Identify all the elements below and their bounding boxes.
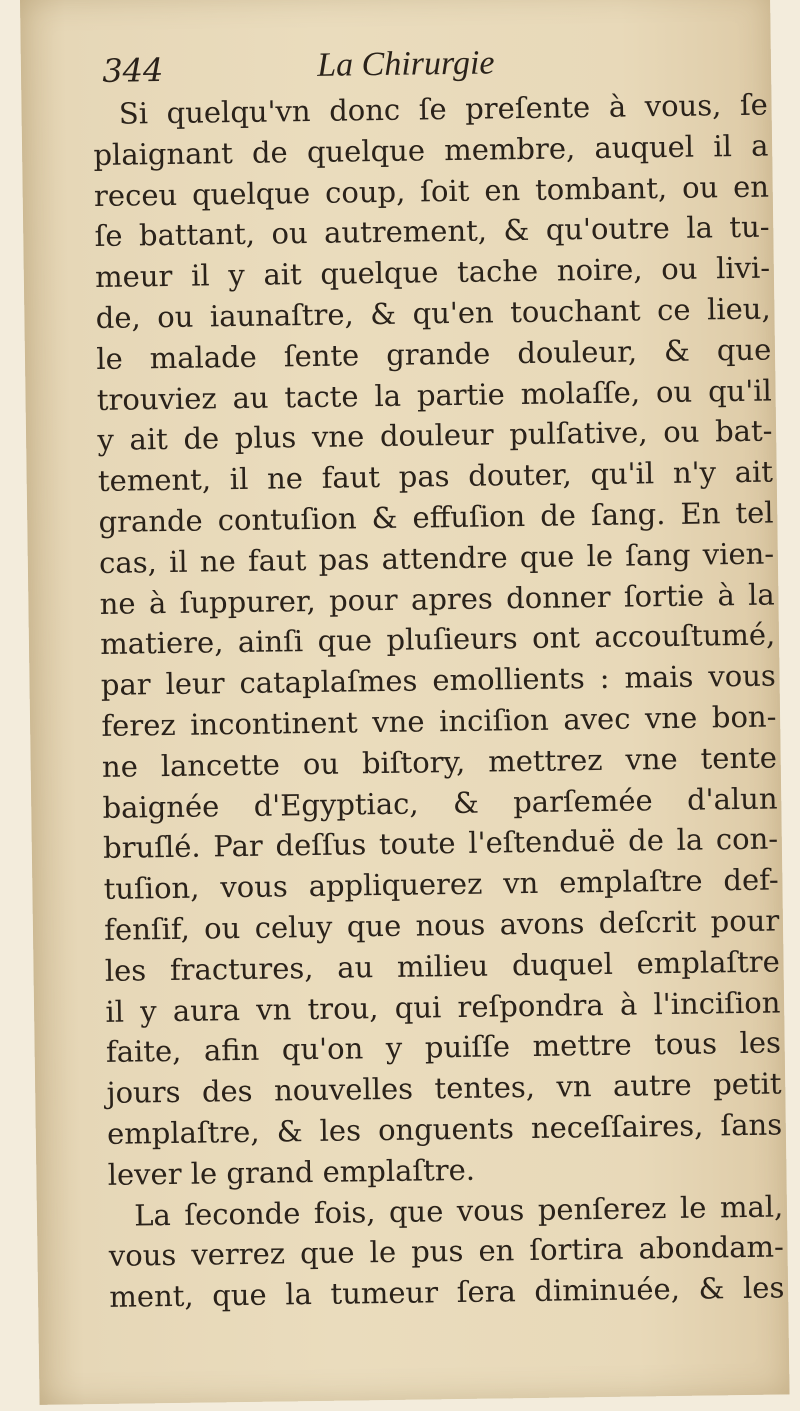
text-line: lever le grand emplaſtre.	[107, 1152, 476, 1192]
text-line: ne à ſuppurer, pour apres donner ſortie à la	[99, 577, 775, 621]
text-line: par leur cataplaſmes emollients : mais vous	[100, 658, 777, 703]
text-line: ſe battant, ou autrement, & qu'outre la tu-	[94, 209, 770, 254]
text-line: cas, il ne faut pas attendre que le ſang vien-	[98, 536, 775, 580]
text-line: La ſeconde fois, que vous penſerez le mal,	[134, 1188, 784, 1233]
text-line: il y aura vn trou, qui reſpondra à l'inciſion	[105, 985, 781, 1029]
text-line: grande contuſion & effuſion de ſang. En tel	[98, 495, 774, 539]
running-title: La Chirurgie	[316, 44, 495, 84]
text-line: Si quelqu'vn donc ſe preſente à vous, ſe	[118, 87, 769, 131]
text-line: tuſion, vous appliquerez vn emplaſtre def-	[103, 862, 779, 907]
text-line: de, ou iaunaſtre, & qu'en touchant ce lieu,	[95, 291, 771, 335]
text-line: ne lancette ou biſtory, mettrez vne tente	[101, 740, 778, 784]
text-line: receu quelque coup, ſoit en tombant, ou en	[93, 169, 770, 213]
page-number: 344	[102, 51, 164, 90]
text-line: bruſlé. Par deſſus toute l'eſtenduë de la con-	[102, 821, 779, 866]
text-line: jours des nouvelles tentes, vn autre petit	[106, 1066, 782, 1111]
text-line: ment, que la tumeur ſera diminuée, & les	[109, 1270, 785, 1314]
text-line: trouviez au tacte la partie molaſſe, ou qu'il	[96, 373, 773, 417]
text-line: matiere, ainſi que pluſieurs ont accouſtumé,	[100, 617, 776, 662]
text-line: plaignant de quelque membre, auquel il a	[93, 128, 769, 172]
text-line: le malade ſente grande douleur, & que	[96, 332, 772, 376]
body-text	[93, 85, 785, 1318]
text-line: vous verrez que le pus en ſortira abondam-	[108, 1229, 785, 1274]
page-header	[92, 41, 768, 94]
text-line: fenſif, ou celuy que nous avons deſcrit pour	[104, 903, 780, 947]
text-line: ferez incontinent vne inciſion avec vne bon-	[101, 699, 777, 743]
text-line: les fractures, au milieu duquel emplaſtre	[104, 944, 781, 988]
text-line: faite, afin qu'on y puiſſe mettre tous les	[105, 1025, 782, 1070]
text-line: y ait de plus vne douleur pulſative, ou bat-	[97, 413, 773, 458]
text-line: meur il y ait quelque tache noire, ou livi-	[94, 250, 771, 295]
text-line: tement, il ne faut pas douter, qu'il n'y ait	[97, 454, 774, 499]
page-text	[92, 41, 785, 1318]
text-line: emplaſtre, & les onguents neceſſaires, ſans	[106, 1107, 783, 1151]
text-line: baignée d'Egyptiac, & parſemée d'alun	[102, 781, 778, 825]
